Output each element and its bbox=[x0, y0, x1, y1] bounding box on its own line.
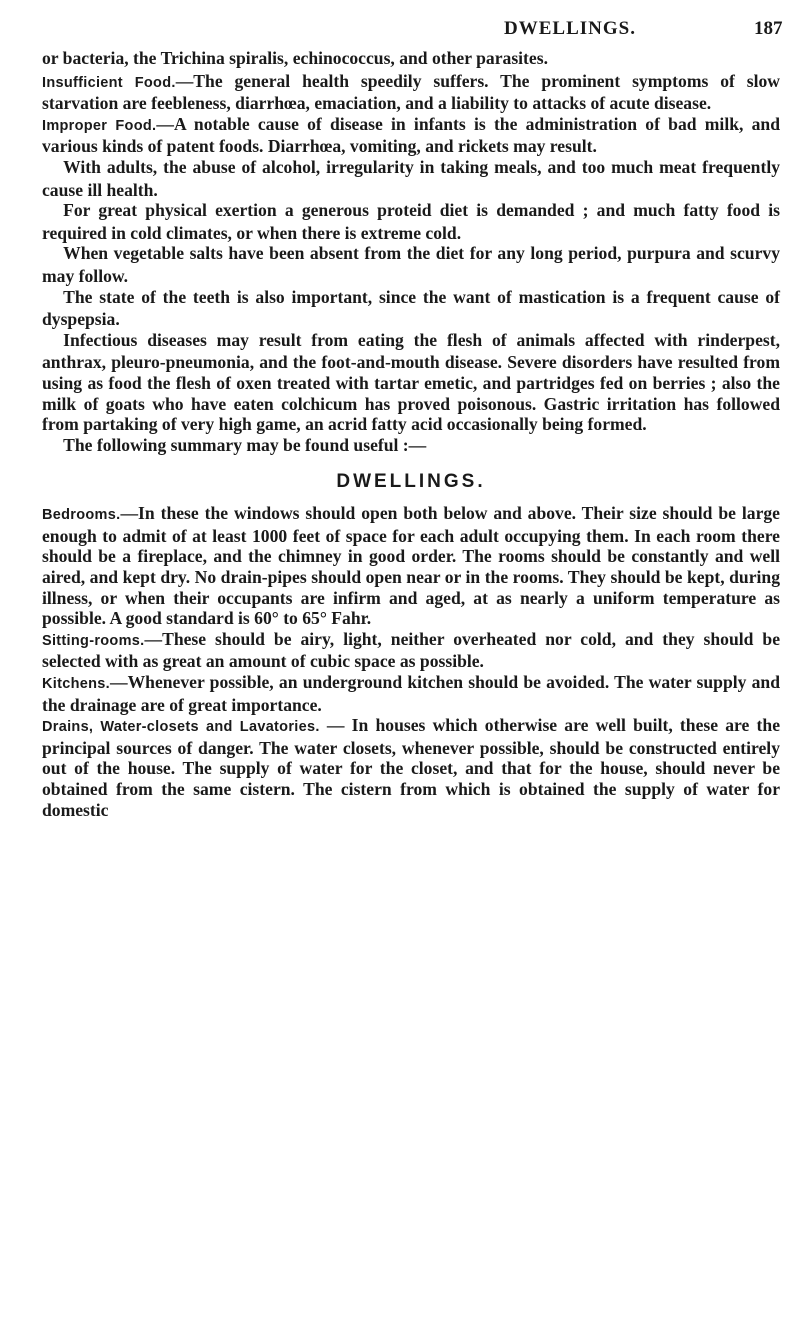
paragraph bbox=[42, 114, 780, 157]
paragraph bbox=[42, 672, 780, 715]
paragraph-text: Infectious diseases may result from eating the flesh of animals affected with rinderpest, anthrax, pleuro-pneumonia, and the foot-and-mouth disease. Severe disorders have resulted from using as food the flesh of oxen treated with tartar emetic, and partridges fed on berries ; also the milk of goats who have eaten colchicum has proved poisonous. Gastric irritation has followed from partaking of very high game, an acrid fatty acid occasionally being formed. bbox=[42, 329, 780, 435]
running-head bbox=[42, 14, 783, 48]
paragraph bbox=[42, 330, 780, 435]
paragraph bbox=[42, 715, 780, 820]
paragraph-lead: Kitchens. bbox=[42, 676, 110, 693]
paragraph bbox=[42, 243, 780, 286]
paragraph-text: The following summary may be found useful :— bbox=[63, 434, 427, 455]
page-number: 187 bbox=[754, 18, 783, 39]
paragraph bbox=[42, 503, 780, 629]
paragraph-text: For great physical exertion a generous proteid diet is demanded ; and much fatty food is required in cold climates, or when there is extreme cold. bbox=[42, 200, 780, 243]
running-title: DWELLINGS. bbox=[504, 18, 636, 39]
paragraph-text: With adults, the abuse of alcohol, irregularity in taking meals, and too much meat frequently cause ill health. bbox=[42, 156, 780, 200]
paragraph bbox=[42, 287, 780, 330]
paragraph-lead: Bedrooms. bbox=[42, 507, 121, 524]
paragraph-lead: Drains, Water-closets and Lavatories. bbox=[42, 719, 320, 736]
paragraph-text: or bacteria, the Trichina spiralis, echinococcus, and other parasites. bbox=[42, 48, 548, 68]
paragraph bbox=[42, 629, 780, 672]
paragraph-text: —The general health speedily suffers. The prominent symptoms of slow starvation are feebleness, diarrhœa, emaciation, and a liability to attacks of acute disease. bbox=[42, 70, 780, 114]
paragraph-lead: Improper Food. bbox=[42, 117, 157, 134]
paragraph-text: The state of the teeth is also important, since the want of mastication is a frequent cause of dyspepsia. bbox=[42, 286, 780, 330]
paragraph bbox=[42, 200, 780, 243]
paragraph-text: —Whenever possible, an underground kitchen should be avoided. The water supply and the drainage are of great importance. bbox=[42, 672, 780, 715]
body-text-top bbox=[42, 48, 780, 457]
paragraph-text: When vegetable salts have been absent from the diet for any long period, purpura and scurvy may follow. bbox=[42, 243, 780, 286]
paragraph-text: —These should be airy, light, neither overheated nor cold, and they should be selected with as great an amount of cubic space as possible. bbox=[42, 628, 780, 672]
paragraph bbox=[42, 48, 780, 71]
paragraph-lead: Insufficient Food. bbox=[42, 74, 176, 91]
paragraph-lead: Sitting-rooms. bbox=[42, 632, 145, 649]
paragraph-text: — In houses which otherwise are well built, these are the principal sources of danger. The water closets, whenever possible, should be constructed entirely out of the house. The supply of water for the closet, and that for the house, should never be obtained from the same cistern. The cistern from which is obtained the supply of water for domestic bbox=[42, 715, 781, 820]
paragraph bbox=[42, 71, 780, 114]
paragraph bbox=[42, 435, 780, 458]
body-text-bottom bbox=[42, 503, 780, 820]
paragraph bbox=[42, 157, 780, 200]
paragraph-text: —A notable cause of disease in infants is the administration of bad milk, and various kinds of patent foods. Diarrhœa, vomiting, and rickets may result. bbox=[42, 113, 780, 157]
paragraph-text: —In these the windows should open both below and above. Their size should be large enough to admit of at least 1000 feet of space for each adult occupying them. In each room there should be a fireplace, and the chimney in good order. The rooms should be constantly and well aired, and kept dry. No drain-pipes should open near or in the rooms. They should be kept, during illness, or when their occupants are infirm and aged, at as nearly a uniform temperature as possible. A good standard is 60° to 65° Fahr. bbox=[42, 503, 780, 629]
section-heading: DWELLINGS. bbox=[336, 471, 486, 493]
